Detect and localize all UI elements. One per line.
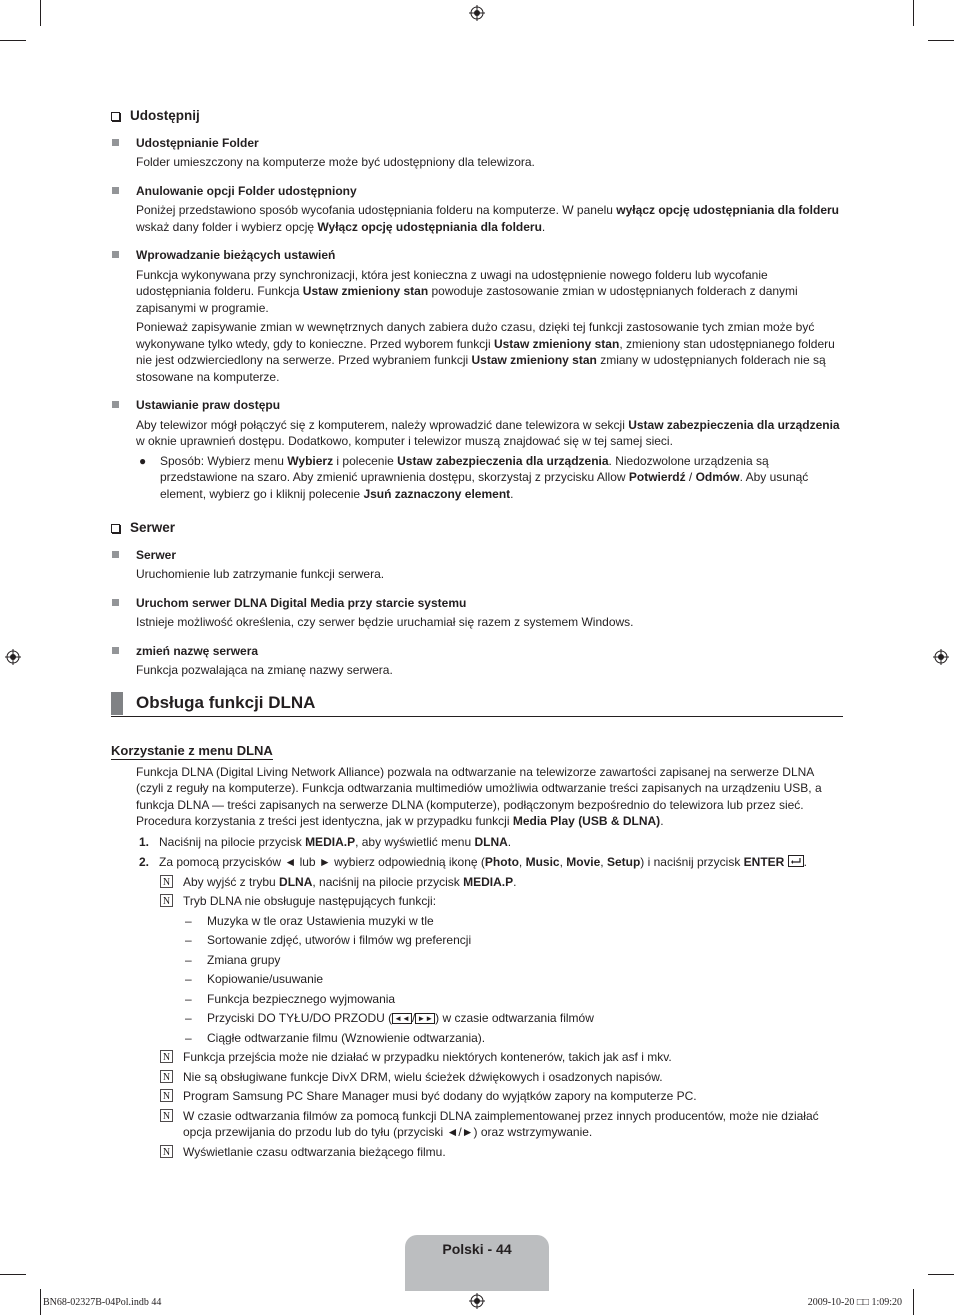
step-item: 2. Za pomocą przycisków ◄ lub ► wybierz odpowiednią ikonę (Photo, Music, Movie, Setup) i naciśnij przycisk ENTER . xyxy=(139,855,808,869)
dash-item: – Ciągłe odtwarzanie filmu (Wznowienie odtwarzania). xyxy=(185,1030,486,1045)
list-item xyxy=(111,135,843,171)
dash-item: – Zmiana grupy xyxy=(185,952,281,967)
note-icon xyxy=(160,1089,173,1102)
note-item: N W czasie odtwarzania filmów za pomocą funkcji DLNA zaimplementowanej przez innych producentów, może nie działać opcja przewijania do przodu lub do tyłu (przyciski ◄/►) oraz wstrzymywanie. xyxy=(111,1108,843,1141)
list-item xyxy=(111,595,843,631)
checkbox-square-icon xyxy=(111,524,120,533)
item-text: Aby telewizor mógł połączyć się z komputerem, należy wprowadzić dane telewizora w sekcji Ustaw zabezpieczenia dla urządzenia w oknie uprawnień dostępu. Dodatkowo, komputer i telewizor muszą znajdować się w tej samej sieci. xyxy=(136,417,840,448)
crop-mark xyxy=(928,1274,954,1275)
checkbox-square-icon xyxy=(111,112,120,121)
crop-mark xyxy=(913,0,914,26)
dash-item: – Przyciski DO TYŁU/DO PRZODU ( ◄◄ / ►► ) w czasie odtwarzania filmów xyxy=(185,1011,594,1025)
item-text: Uruchomienie lub zatrzymanie funkcji serwera. xyxy=(136,567,385,581)
item-title: Serwer xyxy=(136,547,177,562)
registration-mark-icon xyxy=(469,1293,485,1309)
page-number: Polski - 44 xyxy=(442,1241,512,1257)
note-item: N Funkcja przejścia może nie działać w przypadku niektórych kontenerów, takich jak asf i mkv. xyxy=(111,1049,843,1066)
note-item: N Wyświetlanie czasu odtwarzania bieżącego filmu. xyxy=(111,1144,843,1161)
heading-bar-icon xyxy=(111,692,123,715)
square-bullet-icon xyxy=(112,251,119,258)
section-heading-udostepnij: Udostępnij xyxy=(111,108,843,125)
item-title: Udostępnianie Folder xyxy=(136,135,259,150)
sub-heading: Korzystanie z menu DLNA xyxy=(111,742,273,758)
item-title: Wprowadzanie bieżących ustawień xyxy=(136,248,336,262)
square-bullet-icon xyxy=(112,551,119,558)
section-heading-serwer: Serwer xyxy=(111,520,843,537)
bullet-item: ● Sposób: Wybierz menu Wybierz i polecenie Ustaw zabezpieczenia dla urządzenia. Niedozwolone urządzenia są przedstawione na szaro. Aby zmienić uprawnienia dostępu, skorzystaj z przycisku Allow Potwierdź / Odmów. Aby usunąć element, wybierz go i kliknij polecenie Jsuń zaznaczony element. xyxy=(139,453,809,501)
square-bullet-icon xyxy=(112,599,119,606)
chapter-heading: Obsługa funkcji DLNA xyxy=(111,691,843,717)
registration-mark-icon xyxy=(933,649,949,665)
svg-text:N: N xyxy=(162,1091,171,1102)
item-text: Funkcja pozwalająca na zmianę nazwy serwera. xyxy=(136,663,393,677)
crop-mark xyxy=(928,40,954,41)
item-text: Folder umieszczony na komputerze może być udostępniony dla telewizora. xyxy=(136,155,535,169)
note-item: N Aby wyjść z trybu DLNA, naciśnij na pilocie przycisk MEDIA.P. xyxy=(111,874,843,891)
list-item xyxy=(111,397,843,502)
print-slug-right: 2009-10-20 □□ 1:09:20 xyxy=(807,1297,902,1308)
item-text: Istnieje możliwość określenia, czy serwer będzie uruchamiał się razem z systemem Windows. xyxy=(136,615,634,629)
note-item: N Nie są obsługiwane funkcje DivX DRM, wielu ścieżek dźwiękowych i osadzonych napisów. xyxy=(111,1069,843,1086)
print-slug-left: BN68-02327B-04Pol.indb 44 xyxy=(43,1297,162,1308)
registration-mark-icon xyxy=(5,649,21,665)
list-item xyxy=(111,547,843,583)
note-item: N Program Samsung PC Share Manager musi być dodany do wyjątków zapory na komputerze PC. xyxy=(111,1088,843,1105)
note-item: N Tryb DLNA nie obsługuje następujących funkcji: xyxy=(111,893,843,910)
item-title: Uruchom serwer DLNA Digital Media przy starcie systemu xyxy=(136,595,467,610)
note-icon xyxy=(160,1070,173,1083)
crop-mark xyxy=(0,40,26,41)
note-icon xyxy=(160,894,173,907)
list-item xyxy=(111,183,843,236)
svg-text:N: N xyxy=(162,1146,171,1158)
square-bullet-icon xyxy=(112,139,119,146)
enter-key-icon xyxy=(788,855,804,867)
item-text: Funkcja wykonywana przy synchronizacji, która jest konieczna z uwagi na udostępnienie nowego folderu lub wycofanie udostępniania folderu. Funkcja Ustaw zmieniony stan powoduje zastosowanie zmian w udostępnianych folderach z danymi zapisanymi w programie. xyxy=(136,267,798,315)
rewind-key-icon: ◄◄ xyxy=(394,1014,410,1023)
item-title: zmień nazwę serwera xyxy=(136,643,259,658)
item-text: Poniżej przedstawiono sposób wycofania udostępniania folderu na komputerze. W panelu wyłącz opcję udostępniania dla folderu wskaż dany folder i wybierz opcję Wyłącz opcję udostępniania dla folderu. xyxy=(136,203,840,234)
crop-mark xyxy=(40,0,41,26)
step-item: 1. Naciśnij na pilocie przycisk MEDIA.P, aby wyświetlić menu DLNA. xyxy=(139,834,512,849)
square-bullet-icon xyxy=(112,187,119,194)
item-title: Anulowanie opcji Folder udostępniony xyxy=(136,183,357,198)
list-item xyxy=(111,247,843,385)
note-icon xyxy=(160,875,173,888)
crop-mark xyxy=(913,1289,914,1315)
crop-mark xyxy=(40,1289,41,1315)
list-item xyxy=(111,643,843,679)
svg-text:N: N xyxy=(162,1071,171,1083)
crop-mark xyxy=(0,1274,26,1275)
round-bullet-icon: ● xyxy=(139,453,147,468)
dash-item: – Sortowanie zdjęć, utworów i filmów wg preferencji xyxy=(185,933,472,947)
page-content xyxy=(111,108,843,1160)
item-text: Ponieważ zapisywanie zmian w wewnętrznych danych zabiera dużo czasu, dzięki tej funkcji zastosowanie tych zmian może być wykonywane tylko wtedy, gdy to konieczne. Przed wyborem funkcji Ustaw zmieniony stan, zmieniony stan udostępnianego folderu nie jest odzwierciedlony na serwerze. Przed wybraniem funkcji Ustaw zmieniony stan zmiany w udostępnianych folderach nie są stosowane na komputerze. xyxy=(136,320,835,384)
dash-item: – Funkcja bezpiecznego wyjmowania xyxy=(185,991,396,1006)
note-icon xyxy=(160,1050,173,1063)
item-title: Ustawianie praw dostępu xyxy=(136,398,281,412)
dash-item: – Kopiowanie/usuwanie xyxy=(185,972,324,986)
note-icon xyxy=(160,1145,173,1158)
svg-text:N: N xyxy=(162,1110,171,1122)
note-icon xyxy=(160,1109,173,1122)
page-number-tab xyxy=(405,1235,549,1291)
svg-text:N: N xyxy=(162,896,171,907)
dash-item: – Muzyka w tle oraz Ustawienia muzyki w tle xyxy=(185,913,434,928)
intro-paragraph: Funkcja DLNA (Digital Living Network Alliance) pozwala na odtwarzanie na telewizorze zawartości zapisanej na serwerze DLNA (czyli z reguły na komputerze). Funkcja odtwarzania multimediów umożliwia odtwarzanie treści zapisanych na urządzeniu USB, a funkcja DLNA — treści zapisanych na serwerze DLNA (komputerze), podłączonym bezpośrednio do telewizora lub przez sieć. Procedura korzystania z treści jest identyczna, jak w przypadku funkcji Media Play (USB & DLNA). xyxy=(136,764,822,828)
registration-mark-icon xyxy=(469,5,485,21)
svg-text:N: N xyxy=(162,1052,171,1063)
square-bullet-icon xyxy=(112,647,119,654)
square-bullet-icon xyxy=(112,401,119,408)
fast-forward-key-icon: ►► xyxy=(417,1014,434,1023)
svg-text:N: N xyxy=(162,876,171,888)
